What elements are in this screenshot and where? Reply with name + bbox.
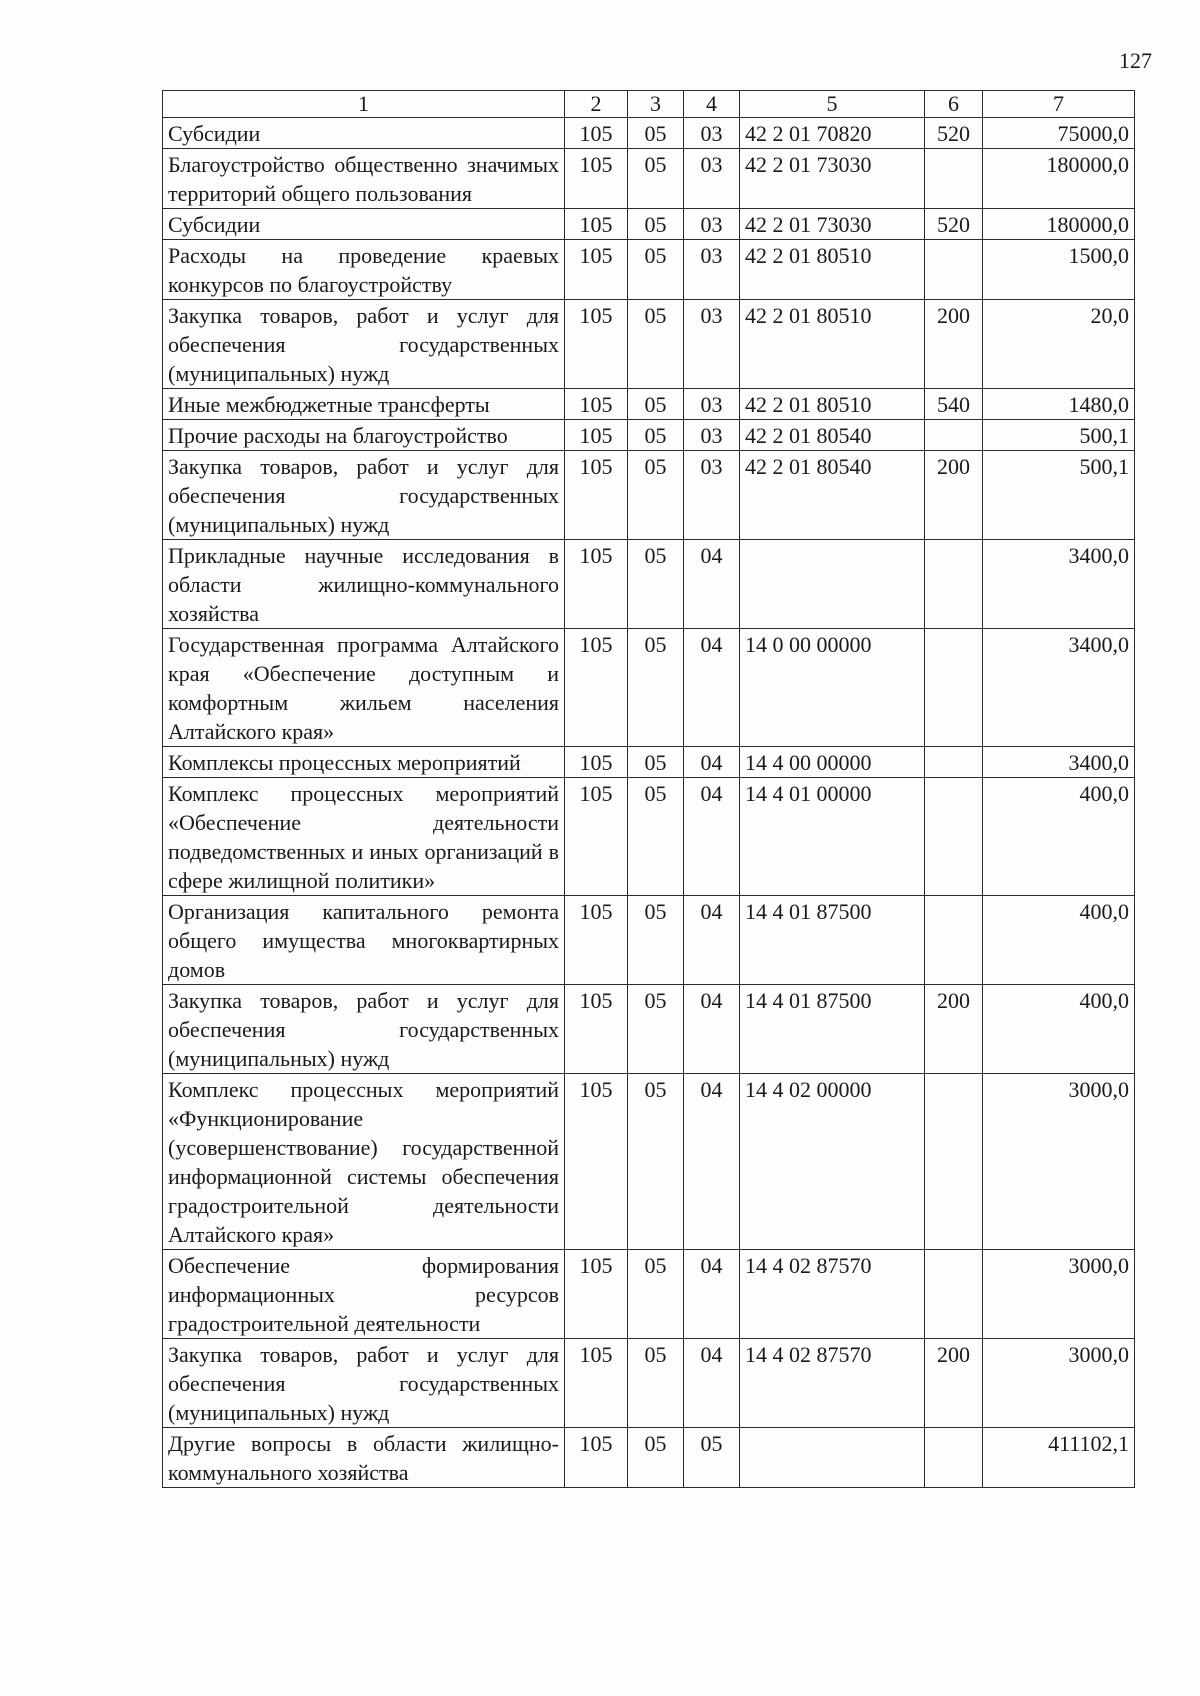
row-ministry-code: 105	[565, 896, 628, 985]
row-target-item	[740, 540, 925, 629]
row-section-code: 05	[628, 420, 684, 451]
row-name: Прикладные научные исследования в области жилищно-коммунального хозяйства	[163, 540, 565, 629]
header-col-target-item: 5	[740, 91, 925, 118]
header-col-amount: 7	[983, 91, 1135, 118]
row-subsection-code: 04	[684, 985, 740, 1074]
row-section-code: 05	[628, 985, 684, 1074]
row-section-code: 05	[628, 629, 684, 747]
row-amount: 75000,0	[983, 118, 1135, 149]
row-expense-type	[925, 778, 983, 896]
row-target-item: 14 4 02 87570	[740, 1339, 925, 1428]
row-amount: 3400,0	[983, 540, 1135, 629]
row-subsection-code: 04	[684, 1250, 740, 1339]
row-section-code: 05	[628, 209, 684, 240]
row-section-code: 05	[628, 778, 684, 896]
row-name: Иные межбюджетные трансферты	[163, 389, 565, 420]
row-section-code: 05	[628, 540, 684, 629]
row-subsection-code: 03	[684, 389, 740, 420]
row-subsection-code: 05	[684, 1428, 740, 1488]
table-row	[163, 1074, 1135, 1250]
row-section-code: 05	[628, 451, 684, 540]
row-subsection-code: 04	[684, 629, 740, 747]
row-amount: 400,0	[983, 778, 1135, 896]
row-amount: 3400,0	[983, 629, 1135, 747]
row-target-item: 14 4 02 87570	[740, 1250, 925, 1339]
row-expense-type	[925, 420, 983, 451]
row-amount: 500,1	[983, 451, 1135, 540]
row-section-code: 05	[628, 896, 684, 985]
header-col-name: 1	[163, 91, 565, 118]
row-target-item: 42 2 01 80510	[740, 300, 925, 389]
row-name: Комплекс процессных мероприятий «Обеспечение деятельности подведомственных и иных организаций в сфере жилищной политики»	[163, 778, 565, 896]
page-number: 127	[1119, 48, 1152, 73]
budget-table	[162, 90, 1135, 1488]
table-row	[163, 451, 1135, 540]
row-expense-type: 520	[925, 118, 983, 149]
table-row	[163, 389, 1135, 420]
row-expense-type: 200	[925, 300, 983, 389]
header-col-ministry: 2	[565, 91, 628, 118]
row-ministry-code: 105	[565, 420, 628, 451]
row-expense-type	[925, 1074, 983, 1250]
row-name: Комплексы процессных мероприятий	[163, 747, 565, 778]
row-subsection-code: 03	[684, 420, 740, 451]
table-row	[163, 747, 1135, 778]
row-amount: 20,0	[983, 300, 1135, 389]
row-expense-type: 200	[925, 1339, 983, 1428]
table-row	[163, 1250, 1135, 1339]
row-section-code: 05	[628, 389, 684, 420]
row-ministry-code: 105	[565, 985, 628, 1074]
row-amount: 500,1	[983, 420, 1135, 451]
row-target-item: 42 2 01 80510	[740, 240, 925, 300]
row-name: Расходы на проведение краевых конкурсов по благоустройству	[163, 240, 565, 300]
row-target-item: 42 2 01 80540	[740, 451, 925, 540]
row-amount: 3000,0	[983, 1250, 1135, 1339]
header-col-section: 3	[628, 91, 684, 118]
row-name: Закупка товаров, работ и услуг для обеспечения государственных (муниципальных) нужд	[163, 451, 565, 540]
row-amount: 3400,0	[983, 747, 1135, 778]
row-target-item: 14 4 01 87500	[740, 985, 925, 1074]
row-section-code: 05	[628, 149, 684, 209]
row-subsection-code: 03	[684, 118, 740, 149]
row-name: Субсидии	[163, 118, 565, 149]
row-expense-type: 200	[925, 451, 983, 540]
row-ministry-code: 105	[565, 451, 628, 540]
row-expense-type	[925, 240, 983, 300]
table-row	[163, 1428, 1135, 1488]
row-ministry-code: 105	[565, 747, 628, 778]
row-subsection-code: 03	[684, 240, 740, 300]
table-row	[163, 540, 1135, 629]
table-row	[163, 896, 1135, 985]
row-subsection-code: 04	[684, 747, 740, 778]
row-target-item: 42 2 01 80540	[740, 420, 925, 451]
row-name: Закупка товаров, работ и услуг для обеспечения государственных (муниципальных) нужд	[163, 985, 565, 1074]
row-expense-type	[925, 1428, 983, 1488]
row-ministry-code: 105	[565, 778, 628, 896]
table-row	[163, 149, 1135, 209]
row-amount: 180000,0	[983, 149, 1135, 209]
table-header	[163, 91, 1135, 118]
row-ministry-code: 105	[565, 1339, 628, 1428]
row-target-item: 42 2 01 73030	[740, 149, 925, 209]
row-name: Организация капитального ремонта общего имущества многоквартирных домов	[163, 896, 565, 985]
row-expense-type: 520	[925, 209, 983, 240]
row-ministry-code: 105	[565, 300, 628, 389]
row-target-item: 14 4 02 00000	[740, 1074, 925, 1250]
row-ministry-code: 105	[565, 1428, 628, 1488]
row-name: Другие вопросы в области жилищно-коммунального хозяйства	[163, 1428, 565, 1488]
row-expense-type	[925, 629, 983, 747]
row-target-item: 14 4 01 87500	[740, 896, 925, 985]
row-name: Закупка товаров, работ и услуг для обеспечения государственных (муниципальных) нужд	[163, 1339, 565, 1428]
row-target-item: 42 2 01 73030	[740, 209, 925, 240]
row-expense-type	[925, 896, 983, 985]
row-subsection-code: 03	[684, 451, 740, 540]
table-row	[163, 778, 1135, 896]
row-subsection-code: 04	[684, 1339, 740, 1428]
table-row	[163, 985, 1135, 1074]
row-name: Прочие расходы на благоустройство	[163, 420, 565, 451]
header-col-subsection: 4	[684, 91, 740, 118]
row-expense-type	[925, 1250, 983, 1339]
row-target-item: 42 2 01 70820	[740, 118, 925, 149]
row-subsection-code: 04	[684, 1074, 740, 1250]
row-section-code: 05	[628, 1428, 684, 1488]
row-section-code: 05	[628, 240, 684, 300]
row-section-code: 05	[628, 300, 684, 389]
row-expense-type	[925, 747, 983, 778]
row-ministry-code: 105	[565, 118, 628, 149]
row-expense-type: 200	[925, 985, 983, 1074]
row-target-item: 14 4 01 00000	[740, 778, 925, 896]
row-amount: 1500,0	[983, 240, 1135, 300]
row-amount: 180000,0	[983, 209, 1135, 240]
row-subsection-code: 04	[684, 778, 740, 896]
row-target-item: 14 0 00 00000	[740, 629, 925, 747]
table-row	[163, 1339, 1135, 1428]
row-amount: 3000,0	[983, 1074, 1135, 1250]
row-target-item	[740, 1428, 925, 1488]
row-amount: 411102,1	[983, 1428, 1135, 1488]
table-row	[163, 300, 1135, 389]
row-ministry-code: 105	[565, 1250, 628, 1339]
row-expense-type	[925, 149, 983, 209]
row-name: Государственная программа Алтайского края «Обеспечение доступным и комфортным жильем населения Алтайского края»	[163, 629, 565, 747]
row-subsection-code: 04	[684, 896, 740, 985]
row-expense-type: 540	[925, 389, 983, 420]
row-subsection-code: 04	[684, 540, 740, 629]
row-section-code: 05	[628, 118, 684, 149]
row-ministry-code: 105	[565, 240, 628, 300]
row-ministry-code: 105	[565, 149, 628, 209]
row-amount: 400,0	[983, 896, 1135, 985]
table-row	[163, 420, 1135, 451]
table-row	[163, 240, 1135, 300]
row-ministry-code: 105	[565, 209, 628, 240]
row-amount: 1480,0	[983, 389, 1135, 420]
row-name: Комплекс процессных мероприятий «Функционирование (усовершенствование) государственной информационной системы обеспечения градостроительной деятельности Алтайского края»	[163, 1074, 565, 1250]
table-body	[163, 118, 1135, 1488]
table-row	[163, 629, 1135, 747]
table-row	[163, 209, 1135, 240]
table-row	[163, 118, 1135, 149]
row-amount: 400,0	[983, 985, 1135, 1074]
row-section-code: 05	[628, 1339, 684, 1428]
row-subsection-code: 03	[684, 149, 740, 209]
row-ministry-code: 105	[565, 629, 628, 747]
row-name: Обеспечение формирования информационных ресурсов градостроительной деятельности	[163, 1250, 565, 1339]
row-expense-type	[925, 540, 983, 629]
row-ministry-code: 105	[565, 1074, 628, 1250]
row-target-item: 42 2 01 80510	[740, 389, 925, 420]
row-subsection-code: 03	[684, 300, 740, 389]
row-target-item: 14 4 00 00000	[740, 747, 925, 778]
row-section-code: 05	[628, 1250, 684, 1339]
header-row	[163, 91, 1135, 118]
row-section-code: 05	[628, 1074, 684, 1250]
row-name: Субсидии	[163, 209, 565, 240]
header-col-expense-type: 6	[925, 91, 983, 118]
row-subsection-code: 03	[684, 209, 740, 240]
row-ministry-code: 105	[565, 389, 628, 420]
row-section-code: 05	[628, 747, 684, 778]
row-name: Закупка товаров, работ и услуг для обеспечения государственных (муниципальных) нужд	[163, 300, 565, 389]
row-name: Благоустройство общественно значимых территорий общего пользования	[163, 149, 565, 209]
row-ministry-code: 105	[565, 540, 628, 629]
row-amount: 3000,0	[983, 1339, 1135, 1428]
